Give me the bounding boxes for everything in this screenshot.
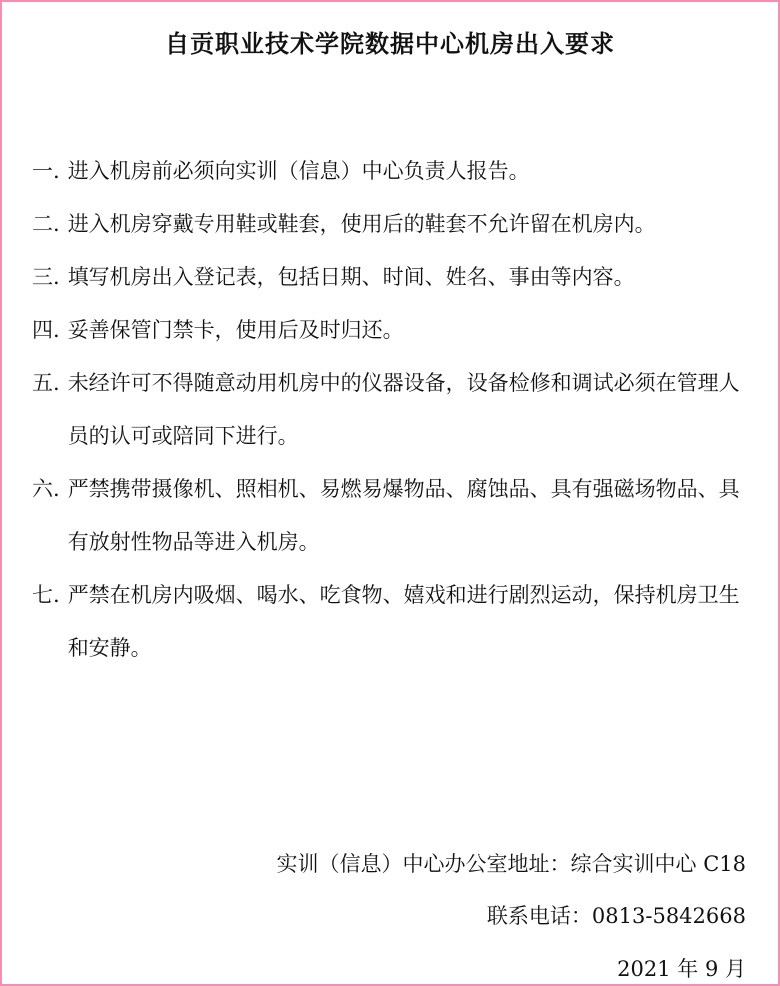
rule-number: 五. [32,371,60,395]
office-address: 实训（信息）中心办公室地址：综合实训中心 C18 [276,852,746,876]
issue-date: 2021 年 9 月 [617,957,746,981]
document-title: 自贡职业技术学院数据中心机房出入要求 [165,30,615,58]
rule-item-5 [32,357,752,463]
rule-item-7 [32,569,752,675]
contact-phone: 联系电话：0813-5842668 [486,904,746,928]
rule-text: 进入机房前必须向实训（信息）中心负责人报告。 [67,159,530,183]
rule-text: 严禁在机房内吸烟、喝水、吃食物、嬉戏和进行剧烈运动，保持机房卫生和安静。 [67,583,740,660]
rule-number: 七. [32,583,60,607]
rule-text: 未经许可不得随意动用机房中的仪器设备，设备检修和调试必须在管理人员的认可或陪同下进行。 [67,371,740,448]
rule-text: 严禁携带摄像机、照相机、易燃易爆物品、腐蚀品、具有强磁场物品、具有放射性物品等进入机房。 [67,477,740,554]
rule-text: 进入机房穿戴专用鞋或鞋套，使用后的鞋套不允许留在机房内。 [67,212,656,236]
rule-number: 六. [32,477,60,501]
rule-number: 四. [32,318,60,342]
rule-item-3 [32,251,752,304]
rule-number: 三. [32,265,60,289]
rule-text: 妥善保管门禁卡，使用后及时归还。 [67,318,404,342]
rule-item-1 [32,145,752,198]
rule-text: 填写机房出入登记表，包括日期、时间、姓名、事由等内容。 [67,265,635,289]
rule-item-2 [32,198,752,251]
rule-number: 二. [32,212,60,236]
rules-list [32,145,752,675]
rule-item-4 [32,304,752,357]
rule-number: 一. [32,159,60,183]
rule-item-6 [32,463,752,569]
